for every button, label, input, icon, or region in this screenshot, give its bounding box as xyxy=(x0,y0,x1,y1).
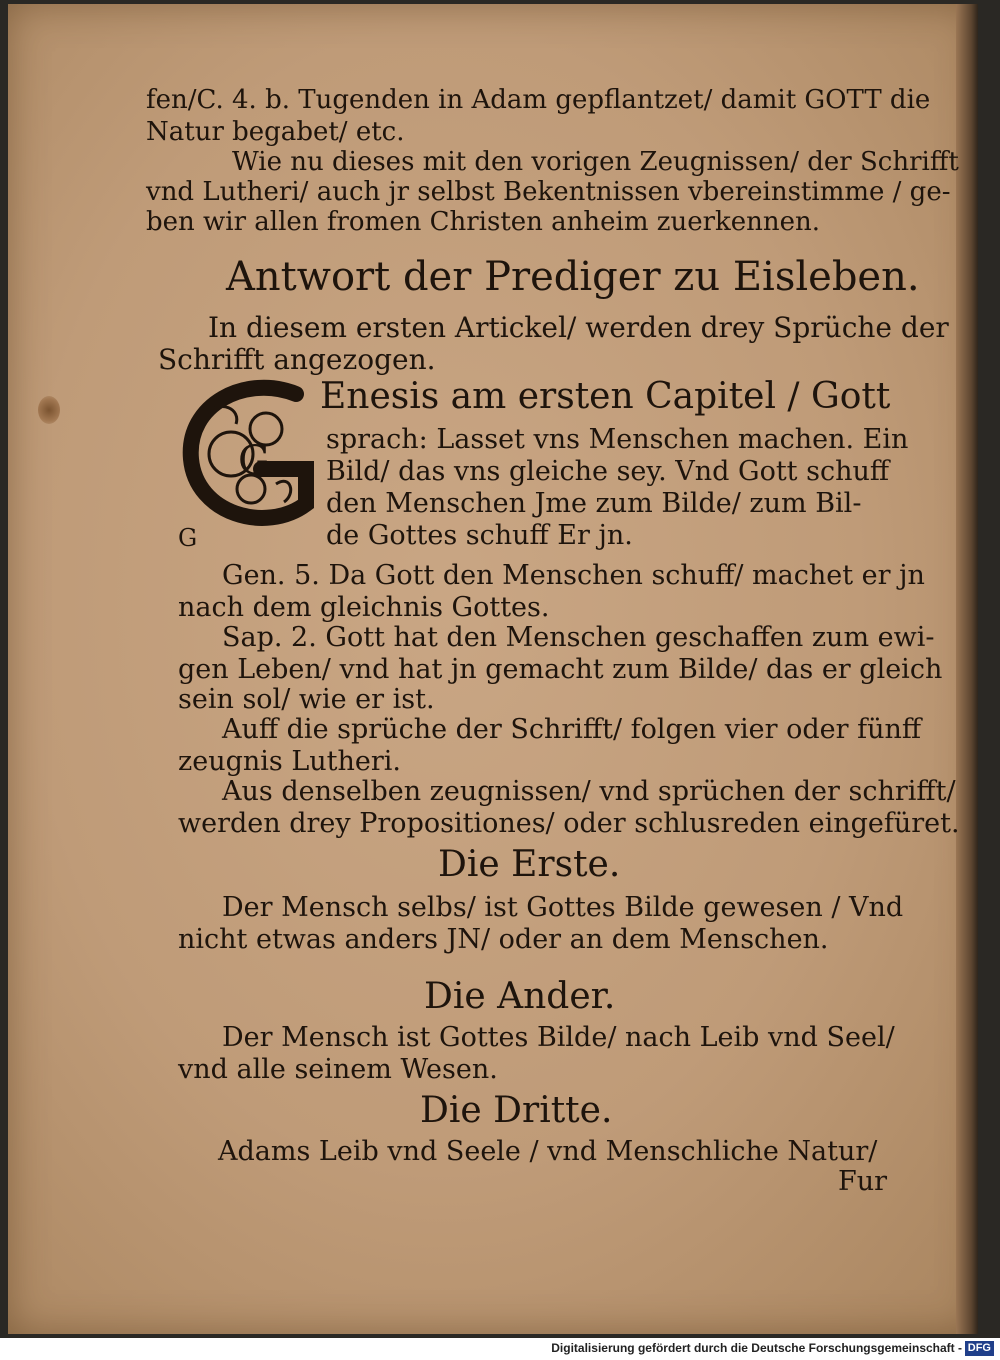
text-line: werden drey Propositiones/ oder schlusreden eingefüret. xyxy=(178,808,960,839)
text-line: Aus denselben zeugnissen/ vnd sprüchen der schrifft/ xyxy=(222,776,956,807)
text-line: Adams Leib vnd Seele / vnd Menschliche Natur/ xyxy=(218,1136,878,1167)
book-page xyxy=(8,4,978,1334)
text-line: Schrifft angezogen. xyxy=(158,343,436,376)
catchword: Fur xyxy=(838,1166,888,1197)
text-line: gen Leben/ vnd hat jn gemacht zum Bilde/ das er gleich xyxy=(178,654,943,685)
section-title: Die Ander. xyxy=(424,976,616,1017)
text-line: zeugnis Lutheri. xyxy=(178,746,402,777)
text-line: ben wir allen fromen Christen anheim zuerkennen. xyxy=(146,207,821,237)
text-line: sein sol/ wie er ist. xyxy=(178,684,435,715)
text-line: In diesem ersten Artickel/ werden drey Sprüche der xyxy=(208,311,949,344)
section-heading: Antwort der Prediger zu Eisleben. xyxy=(226,254,920,300)
text-line: Der Mensch selbs/ ist Gottes Bilde gewesen / Vnd xyxy=(222,892,904,923)
initial-letter: G xyxy=(238,438,270,484)
text-line: vnd Lutheri/ auch jr selbst Bekentnissen vbereinstimme / ge- xyxy=(146,177,951,207)
text-line: sprach: Lasset vns Menschen machen. Ein xyxy=(326,424,909,455)
text-line: nicht etwas anders JN/ oder an dem Menschen. xyxy=(178,924,829,955)
footer-bar xyxy=(0,1338,1000,1360)
text-line: vnd alle seinem Wesen. xyxy=(178,1054,498,1085)
section-title: Die Dritte. xyxy=(420,1090,613,1131)
text-line: Bild/ das vns gleiche sey. Vnd Gott schuff xyxy=(326,456,890,487)
text-line: Wie nu dieses mit den vorigen Zeugnissen/ der Schrifft xyxy=(232,147,959,177)
text-line: Sap. 2. Gott hat den Menschen geschaffen zum ewi- xyxy=(222,622,935,653)
text-line: Enesis am ersten Capitel / Gott xyxy=(320,376,891,417)
text-line: fen/C. 4. b. Tugenden in Adam gepflantzet/ damit GOTT die xyxy=(146,85,931,115)
text-line: Gen. 5. Da Gott den Menschen schuff/ machet er jn xyxy=(222,560,925,591)
initial-ornament-icon xyxy=(176,374,326,534)
text-line: de Gottes schuff Er jn. xyxy=(326,520,633,551)
text-line: nach dem gleichnis Gottes. xyxy=(178,592,550,623)
section-title: Die Erste. xyxy=(438,844,621,885)
text-line: Der Mensch ist Gottes Bilde/ nach Leib vnd Seel/ xyxy=(222,1022,895,1053)
text-line: den Menschen Jme zum Bilde/ zum Bil- xyxy=(326,488,862,519)
dfg-logo: DFG xyxy=(965,1341,994,1356)
text-line: Natur begabet/ etc. xyxy=(146,117,405,147)
text-line: Auff die sprüche der Schrifft/ folgen vier oder fünff xyxy=(222,714,922,745)
catchword-small: G xyxy=(178,524,198,552)
decorated-initial xyxy=(176,374,326,534)
page-text xyxy=(8,4,978,1334)
footer-credit: Digitalisierung gefördert durch die Deutsche Forschungsgemeinschaft - xyxy=(551,1341,962,1355)
